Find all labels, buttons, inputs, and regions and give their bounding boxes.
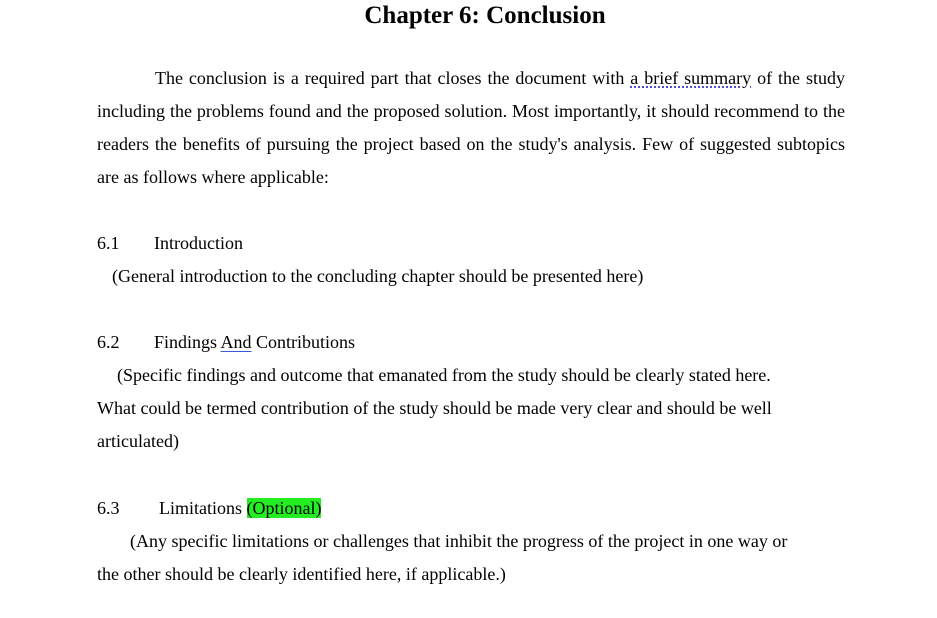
- intro-text-before: The conclusion is a required part that closes the document with: [155, 68, 631, 88]
- section-number: 6.1: [97, 233, 120, 253]
- section-body-6-3-line-1: (Any specific limitations or challenges that inhibit the progress of the project in one way or: [130, 531, 788, 551]
- section-body-6-1: (General introduction to the concluding chapter should be presented here): [112, 266, 644, 286]
- intro-paragraph: [97, 62, 845, 194]
- section-body-6-2-line-1: (Specific findings and outcome that emanated from the study should be clearly stated here.: [117, 365, 771, 385]
- section-body-6-3-line-2: the other should be clearly identified here, if applicable.): [97, 564, 506, 584]
- section-body-6-2-line-3: articulated): [97, 431, 179, 451]
- section-title: Introduction: [154, 233, 243, 253]
- section-heading-6-3: [97, 492, 322, 525]
- chapter-title: Chapter 6: Conclusion: [364, 2, 606, 29]
- section-heading-6-2: [97, 326, 356, 359]
- section-body-6-2-line-2: What could be termed contribution of the study should be made very clear and should be well: [97, 398, 772, 418]
- section-title: Limitations (Optional): [159, 498, 322, 518]
- grammar-flagged-text[interactable]: a brief summary: [630, 68, 752, 88]
- highlighted-text: (Optional): [246, 498, 322, 518]
- section-number: 6.3: [97, 498, 120, 518]
- intro-text-after: of the study including the problems found and the proposed solution. Most importantly, it should recommend to the readers the benefits of pursuing the project based on the study's analysis. Few of suggested subtopics are as follows where applicable:: [97, 68, 845, 187]
- section-title: Findings And Contributions: [154, 332, 356, 352]
- section-number: 6.2: [97, 332, 120, 352]
- section-heading-6-1: [97, 227, 243, 260]
- spellcheck-flagged-word[interactable]: And: [220, 332, 252, 352]
